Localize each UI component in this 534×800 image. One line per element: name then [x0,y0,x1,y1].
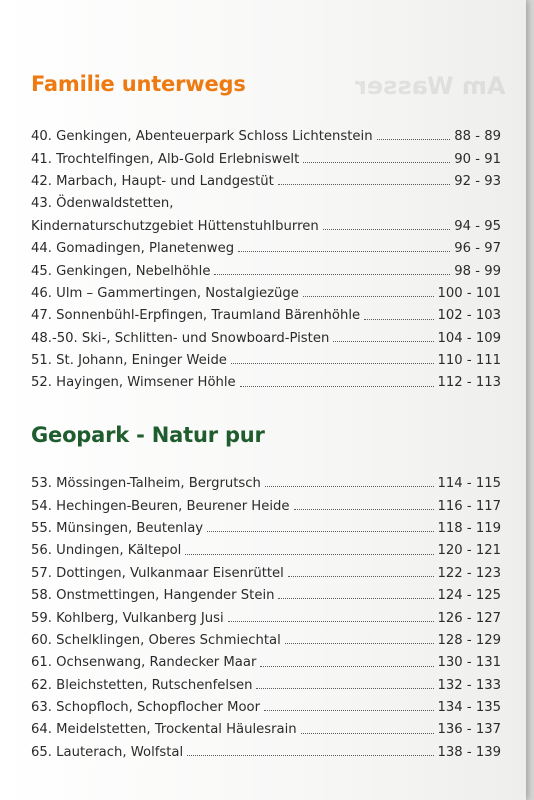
toc-entry-label: 57. Dottingen, Vulkanmaar Eisenrüttel [31,565,284,581]
toc-entry-label: 44. Gomadingen, Planetenweg [31,241,235,257]
toc-entry-pages: 128 - 129 [437,632,501,648]
toc-entry [31,121,501,143]
toc-entry [31,255,501,277]
toc-entry [31,323,501,345]
dot-leader [256,688,433,689]
toc-entry-label: 47. Sonnenbühl-Erpfingen, Traumland Bärenhöhle [31,308,361,324]
dot-leader [260,666,433,667]
toc-entry [31,345,501,367]
dot-leader [278,598,433,599]
section-title-geopark: Geopark - Natur pur [31,423,265,447]
dot-leader [333,341,433,342]
dot-leader [187,755,433,756]
dot-leader [185,554,433,555]
toc-entry-label: 65. Lauterach, Wolfstal [31,744,184,760]
toc-entry-label: 46. Ulm – Gammertingen, Nostalgiezüge [31,285,299,301]
toc-entry-pages: 118 - 119 [437,520,501,536]
toc-entry-pages: 98 - 99 [454,263,501,279]
toc-entry-label: 59. Kohlberg, Vulkanberg Jusi [31,610,224,626]
toc-entry-label: Kindernaturschutzgebiet Hüttenstuhlburren [31,218,319,234]
toc-entry-pages: 126 - 127 [437,610,501,626]
toc-entry [31,647,501,669]
toc-entry-label: 41. Trochtelfingen, Alb-Gold Erlebniswelt [31,151,300,167]
toc-entry-pages: 90 - 91 [454,151,501,167]
dot-leader [294,509,434,510]
dot-leader [228,621,434,622]
toc-entry [31,367,501,389]
dot-leader [214,274,450,275]
toc-entry-pages: 114 - 115 [437,476,501,492]
toc-entry [31,211,501,233]
dot-leader [303,296,434,297]
toc-entry-label: 61. Ochsenwang, Randecker Maar [31,655,257,671]
toc-entry-label: 56. Undingen, Kältepol [31,543,182,559]
toc-entry-label: 64. Meidelstetten, Trockental Häulesrain [31,722,297,738]
toc-entry-label: 42. Marbach, Haupt- und Landgestüt [31,173,274,189]
toc-entry-label: 40. Genkingen, Abenteuerpark Schloss Lichtenstein [31,129,373,145]
section-title-familie: Familie unterwegs [31,72,246,96]
dot-leader [301,733,434,734]
toc-entry [31,714,501,736]
toc-entry-label: 62. Bleichstetten, Rutschenfelsen [31,677,253,693]
toc-entry [31,166,501,188]
toc-entry-pages: 122 - 123 [437,565,501,581]
toc-entry [31,143,501,165]
dot-leader [288,576,434,577]
toc-entry-pages: 134 - 135 [437,700,501,716]
toc-entry-pages: 124 - 125 [437,588,501,604]
toc-entry-label: 52. Hayingen, Wimsener Höhle [31,375,236,391]
toc-entry-label: 54. Hechingen-Beuren, Beurener Heide [31,498,290,514]
toc-entry-pages: 120 - 121 [437,543,501,559]
dot-leader [278,184,450,185]
toc-entry-pages: 130 - 131 [437,655,501,671]
toc-entry-pages: 110 - 111 [437,353,501,369]
toc-entry [31,670,501,692]
toc-list-familie [31,121,501,390]
toc-entry-label: 55. Münsingen, Beutenlay [31,520,204,536]
show-through-text: Am Wasser [355,72,506,100]
toc-entry-label: 51. St. Johann, Eninger Weide [31,353,227,369]
toc-entry [31,625,501,647]
toc-entry [31,558,501,580]
toc-entry-label: 48.-50. Ski-, Schlitten- und Snowboard-Pisten [31,330,330,346]
toc-entry [31,602,501,624]
toc-entry [31,692,501,714]
toc-entry [31,188,501,210]
dot-leader [265,486,434,487]
toc-entry [31,737,501,759]
toc-entry [31,490,501,512]
toc-entry-label: 60. Schelklingen, Oberes Schmiechtal [31,632,281,648]
toc-entry-label: 63. Schopfloch, Schopflocher Moor [31,700,261,716]
toc-entry-pages: 136 - 137 [437,722,501,738]
toc-entry-label: 45. Genkingen, Nebelhöhle [31,263,211,279]
toc-entry-pages: 116 - 117 [437,498,501,514]
toc-entry [31,535,501,557]
toc-entry-pages: 138 - 139 [437,744,501,760]
dot-leader [323,229,451,230]
dot-leader [303,162,450,163]
toc-entry-pages: 104 - 109 [437,330,501,346]
toc-entry-pages: 112 - 113 [437,375,501,391]
toc-entry [31,300,501,322]
dot-leader [240,386,434,387]
toc-entry-label: 43. Ödenwaldstetten, [31,196,174,212]
toc-list-geopark [31,468,501,759]
toc-entry [31,468,501,490]
toc-entry-label: 53. Mössingen-Talheim, Bergrutsch [31,476,261,492]
toc-entry-pages: 100 - 101 [437,285,501,301]
toc-entry [31,513,501,535]
toc-entry [31,233,501,255]
toc-entry [31,580,501,602]
toc-entry-pages: 96 - 97 [454,241,501,257]
dot-leader [231,363,434,364]
toc-entry-pages: 94 - 95 [454,218,501,234]
toc-entry-pages: 92 - 93 [454,173,501,189]
toc-entry-pages: 88 - 89 [454,129,501,145]
dot-leader [377,139,451,140]
dot-leader [285,643,434,644]
dot-leader [207,531,433,532]
dot-leader [264,710,433,711]
dot-leader [364,319,433,320]
toc-entry-pages: 132 - 133 [437,677,501,693]
toc-entry-pages: 102 - 103 [437,308,501,324]
dot-leader [238,251,450,252]
toc-entry [31,278,501,300]
toc-entry-label: 58. Onstmettingen, Hangender Stein [31,588,275,604]
